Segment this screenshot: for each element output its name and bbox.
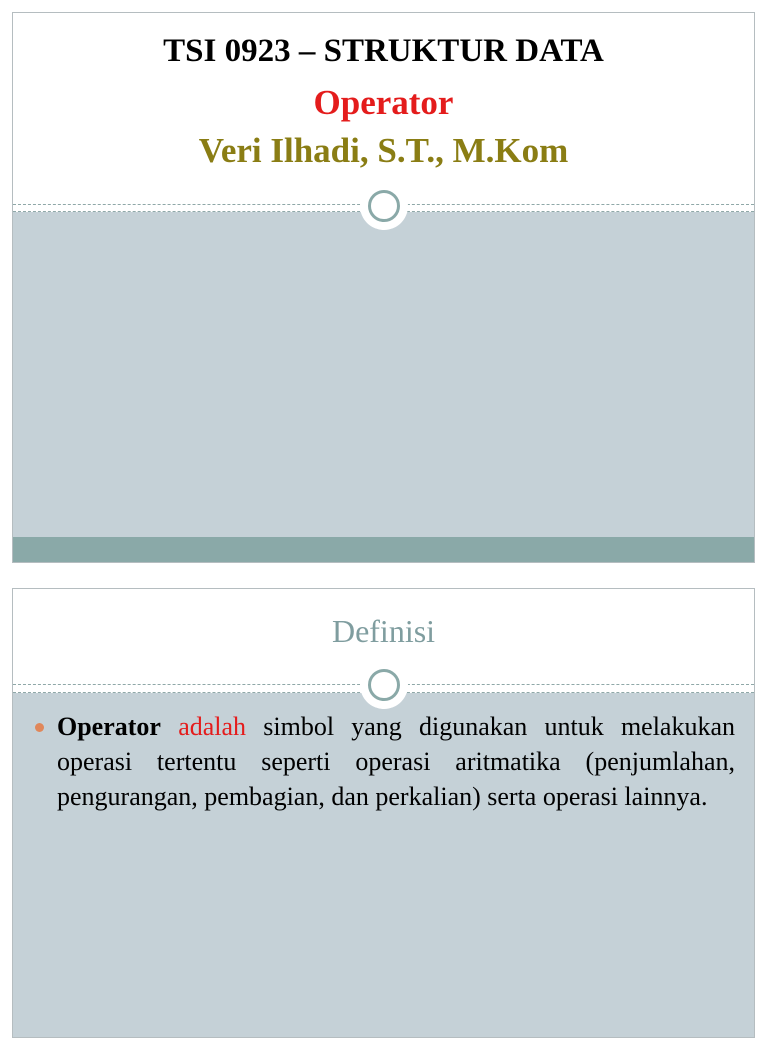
term-operator: Operator — [57, 712, 161, 741]
term-adalah: adalah — [178, 712, 247, 741]
bullet-item — [31, 709, 735, 814]
topic-title: Operator — [313, 83, 454, 122]
ring-divider-icon — [360, 182, 408, 230]
bullet-text — [57, 709, 735, 814]
definition-text: simbol yang digunakan untuk melakukan operasi tertentu seperti operasi aritmatika (penjumlahan, pengurangan, pembagian, dan perkalian) serta operasi lainnya. — [57, 712, 736, 811]
definition-slide — [12, 588, 755, 1038]
ring-divider-icon — [360, 661, 408, 709]
title-area — [13, 13, 754, 205]
course-title: TSI 0923 – STRUKTUR DATA — [163, 33, 604, 69]
slide-title: Definisi — [331, 613, 436, 649]
footer-bar — [13, 537, 754, 562]
slide-body — [13, 212, 754, 537]
bullet-dot-icon — [35, 723, 44, 732]
title-slide — [12, 12, 755, 563]
author-name: Veri Ilhadi, S.T., M.Kom — [198, 131, 569, 170]
